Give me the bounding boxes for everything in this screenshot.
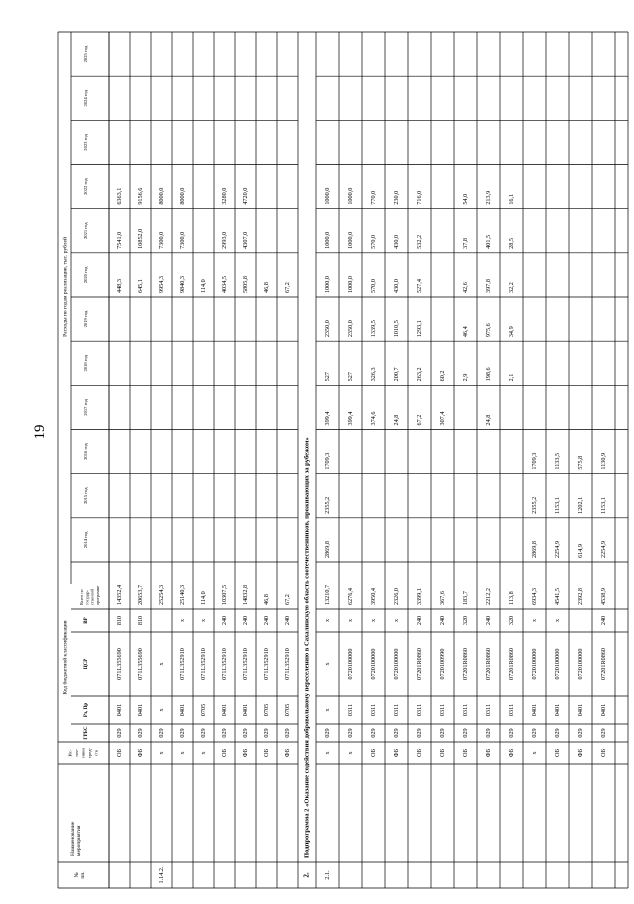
row-year-value: 2350,0 [323,320,331,338]
row-total: 2326,0 [392,587,400,605]
header-src: ств [93,749,99,757]
table-grid [58,32,628,888]
row-source: ФБ [136,748,144,758]
row-year-value: 527 [323,372,331,382]
row-year-value: 2,1 [507,373,515,382]
row-year-value: 34,9 [507,326,515,338]
header-grbs: ГРБС [84,726,90,740]
row-year-value: 16,1 [507,193,515,205]
row-vr: 240 [438,615,446,626]
row-year-value: 2355,2 [530,496,538,514]
row-total: 25140,3 [178,584,186,605]
row-year-value: 37,8 [461,238,469,249]
row-year-value: 1000,0 [323,187,331,205]
row-vr: х [178,618,186,623]
row-rzpr: 0705 [283,703,291,717]
row-year-value: 399,4 [323,411,331,426]
row-source: х [530,751,538,755]
row-grbs: 029 [461,728,469,738]
header-vr: ВР [84,617,90,624]
row-rzpr: 0311 [346,703,354,717]
row-year-value: 28,5 [507,238,515,249]
row-grbs: 029 [220,728,228,738]
header-year: 2016 год [83,443,89,460]
row-year-value: 67,2 [283,282,291,293]
row-year-value: 575,8 [576,455,584,470]
row-source: ФБ [241,748,249,758]
row-csr: х [157,662,165,666]
row-year-value: 114,0 [199,279,207,293]
section-number: 2. [302,872,311,878]
row-csr: 07201R0860 [484,648,492,680]
row-total: 20653,7 [136,584,144,605]
row-source: ОБ [438,748,446,758]
row-year-value: 1000,0 [346,275,354,293]
row-total: 67,2 [283,594,291,605]
row-csr: 07201R0860 [507,648,515,680]
row-rzpr: 0401 [115,703,123,717]
row-year-value: 716,0 [415,190,423,205]
row-year-value: 54,0 [461,193,469,205]
row-year-value: 7300,0 [157,231,165,249]
row-rzpr: 0401 [136,703,144,717]
row-year-value: 1709,3 [530,452,538,470]
row-grbs: 029 [199,728,207,738]
row-grbs: 029 [323,728,331,738]
row-grbs: 029 [530,728,538,738]
row-year-value: 1000,0 [346,231,354,249]
header-total: государ- [84,590,90,605]
row-source: ОБ [415,748,423,758]
header-year: 2020 год [83,266,89,284]
row-year-value: 4307,0 [241,231,249,249]
row-grbs: 029 [346,728,354,738]
row-grbs: 029 [599,728,607,738]
header-year: 2015 год [83,487,89,505]
row-csr: 0720100000 [369,648,377,680]
row-year-value: 5805,8 [241,275,249,293]
row-total: 3950,4 [369,587,377,605]
row-year-value: 1153,1 [553,497,561,514]
row-year-value: 570,0 [369,234,377,249]
row-rzpr: 0401 [599,703,607,717]
row-total: 367,6 [438,591,446,605]
row-vr: 810 [136,615,144,626]
row-year-value: 7541,0 [115,231,123,249]
header-year: 2021 год [83,222,89,240]
header-year: 2018 год [83,354,89,372]
row-vr: 240 [262,615,270,626]
row-year-value: 24,8 [484,414,492,426]
row-year-value: 230,0 [392,190,400,205]
row-source: ФБ [283,748,291,758]
row-vr: 240 [415,615,423,626]
row-grbs: 029 [553,728,561,738]
row-number: 2.1. [323,870,331,880]
row-csr: 071L352910 [262,648,270,680]
row-rzpr: 0311 [392,703,400,717]
row-grbs: 029 [415,728,423,738]
row-total: 25254,3 [157,584,165,605]
row-year-value: 46,4 [461,326,469,338]
row-csr: 0720100000 [392,648,400,680]
row-year-value: 2,9 [461,373,469,382]
row-total: 6934,3 [530,587,538,605]
header-kbk: Код бюджетной классификации [62,620,69,695]
row-total: 113,8 [507,591,515,605]
row-rzpr: х [157,708,165,712]
header-year: 2025 год [83,45,89,63]
row-year-value: 2869,8 [530,540,538,558]
row-source: х [346,751,354,755]
row-source: х [178,751,186,755]
row-source: ОБ [553,748,561,758]
header-src: сред- [87,747,93,759]
row-year-value: 307,4 [438,411,446,426]
row-year-value: 1709,3 [323,452,331,470]
row-total: 14832,8 [241,584,249,605]
row-total: 183,7 [461,591,469,605]
row-year-value: 430,0 [392,234,400,249]
row-total: 10307,5 [220,584,228,605]
row-year-value: 2869,8 [323,540,331,558]
row-vr: 810 [115,615,123,626]
row-total: 4538,9 [599,587,607,605]
row-vr: х [199,618,207,623]
row-year-value: 2254,9 [599,540,607,558]
row-grbs: 029 [507,728,515,738]
row-year-value: 326,3 [369,367,377,382]
header-year: 2017 год [83,399,89,416]
header-year: 2023 год [83,134,89,151]
header-src: ники [80,748,86,758]
row-source: ФБ [507,748,515,758]
row-year-value: 198,6 [484,367,492,382]
row-year-value: 32,2 [507,282,515,293]
header-name: мероприятия [75,825,82,856]
row-year-value: 1000,0 [346,187,354,205]
row-source: ОБ [262,748,270,758]
row-year-value: 7300,0 [178,231,186,249]
row-year-value: 397,8 [484,279,492,293]
row-grbs: 029 [283,728,291,738]
row-rzpr: 0705 [262,703,270,717]
row-year-value: 2993,0 [220,231,228,249]
row-year-value: 527,4 [415,279,423,293]
row-total: 14352,4 [115,584,123,605]
row-year-value: 8000,0 [178,187,186,205]
row-vr: х [530,618,538,623]
row-year-value: 1339,5 [369,320,377,338]
header-total: ственной [89,588,95,605]
header-year: 2019 год [83,310,89,328]
row-year-value: 213,9 [484,190,492,205]
row-rzpr: 0311 [369,703,377,717]
row-year-value: 399,4 [346,411,354,426]
header-expenses: Расходы по годам реализации, тыс. рублей [62,237,69,337]
header-num: пп. [79,871,86,879]
header-src: точ- [74,749,80,757]
row-year-value: 42,6 [461,282,469,293]
row-vr: 240 [220,615,228,626]
row-rzpr: 0401 [576,703,584,717]
row-rzpr: 0311 [507,703,515,717]
header-year: 2022 год [83,178,89,195]
row-source: х [199,751,207,755]
section-title: Подпрограмма 2 «Оказание содействия добровольному переселению в Сахалинскую область соотечественников, проживающих за рубежом» [303,437,311,858]
row-source: ОБ [369,748,377,758]
row-year-value: 6363,1 [115,187,123,205]
row-grbs: 029 [241,728,249,738]
row-vr: 240 [283,615,291,626]
row-csr: 07201R0860 [415,648,423,680]
row-rzpr: 0311 [461,703,469,717]
row-number: 1.14.2. [157,866,165,884]
row-total: 2212,2 [484,587,492,605]
row-csr: 07201R0860 [461,648,469,680]
row-year-value: 9840,3 [178,275,186,293]
row-source: ОБ [220,748,228,758]
row-rzpr: 0311 [415,703,423,717]
header-total: Всего по [79,589,85,605]
row-year-value: 645,1 [136,279,144,293]
row-year-value: 374,6 [369,411,377,426]
row-rzpr: 0705 [199,703,207,717]
row-csr: 0720100000 [530,648,538,680]
row-rzpr: 0311 [438,703,446,717]
row-source: ФБ [576,748,584,758]
row-year-value: 24,8 [392,414,400,426]
row-rzpr: 0401 [178,703,186,717]
row-grbs: 029 [438,728,446,738]
header-src: Ис- [67,749,73,757]
page-number: 19 [32,424,48,440]
row-csr: 0720100000 [576,648,584,680]
row-year-value: 2355,2 [323,496,331,514]
row-csr: 0720100990 [438,648,446,680]
row-vr: х [323,618,331,623]
row-grbs: 029 [115,728,123,738]
row-year-value: 532,2 [415,234,423,249]
row-year-value: 67,2 [415,414,423,426]
row-year-value: 1010,5 [392,320,400,338]
row-year-value: 3280,0 [220,187,228,205]
row-csr: 0720100000 [553,648,561,680]
row-rzpr: х [323,708,331,712]
row-rzpr: 0401 [220,703,228,717]
header-rzpr: Рз, Пр [84,702,90,718]
row-vr: 320 [507,615,515,626]
row-grbs: 029 [369,728,377,738]
row-year-value: 10852,0 [136,228,144,249]
row-rzpr: 0311 [484,703,492,717]
row-year-value: 9954,3 [157,275,165,293]
row-vr: 320 [461,615,469,626]
row-rzpr: 0401 [553,703,561,717]
header-year: 2014 год [83,531,89,549]
row-source: ОБ [115,748,123,758]
row-year-value: 2254,9 [553,540,561,558]
row-year-value: 614,9 [576,544,584,558]
row-grbs: 029 [178,728,186,738]
row-year-value: 263,2 [415,367,423,382]
row-grbs: 029 [157,728,165,738]
header-year: 2024 год [83,89,89,107]
row-source: ОБ [461,748,469,758]
row-year-value: 448,3 [115,279,123,293]
row-vr: х [553,618,561,623]
row-vr: х [392,618,400,623]
header-total: программе [94,585,100,605]
row-rzpr: 0401 [241,703,249,717]
row-year-value: 46,8 [262,282,270,293]
row-year-value: 570,0 [369,279,377,293]
row-year-value: 1153,1 [599,497,607,514]
row-year-value: 60,2 [438,370,446,382]
row-source: ФБ [484,748,492,758]
row-year-value: 975,6 [484,323,492,338]
row-source: ОБ [599,748,607,758]
row-year-value: 1000,0 [323,231,331,249]
row-csr: 071L355690 [115,648,123,680]
row-year-value: 2350,0 [346,320,354,338]
row-csr: 071L352910 [199,648,207,680]
row-total: 114,0 [199,591,207,605]
row-total: 4541,5 [553,587,561,605]
row-csr: 07201R0860 [599,648,607,680]
row-csr: 0720100000 [346,648,354,680]
row-total: 13210,7 [323,584,331,605]
row-year-value: 770,0 [369,190,377,205]
row-year-value: 1202,1 [576,496,584,514]
row-vr: 240 [484,615,492,626]
row-csr: 071L352910 [283,648,291,680]
row-csr: 071L352910 [241,648,249,680]
row-source: х [157,751,165,755]
row-grbs: 029 [576,728,584,738]
row-grbs: 029 [392,728,400,738]
row-csr: х [323,662,331,666]
row-rzpr: 0401 [530,703,538,717]
row-year-value: 527 [346,372,354,382]
row-year-value: 1133,5 [553,452,561,470]
row-grbs: 029 [136,728,144,738]
row-year-value: 9156,6 [136,187,144,205]
row-grbs: 029 [262,728,270,738]
row-vr: 240 [599,615,607,626]
header-num: № [73,872,80,878]
row-year-value: 8000,0 [157,187,165,205]
row-year-value: 1293,1 [415,320,423,338]
row-year-value: 4720,0 [241,187,249,205]
row-year-value: 1130,9 [599,452,607,470]
table-content [61,45,607,883]
header-name: Наименование [69,821,76,856]
row-csr: 071L355690 [136,648,144,680]
row-csr: 071L352910 [178,648,186,680]
row-vr: х [369,618,377,623]
row-vr: х [346,618,354,623]
row-total: 3399,1 [415,587,423,605]
row-total: 6276,4 [346,587,354,605]
row-total: 2392,8 [576,587,584,605]
row-year-value: 430,0 [392,279,400,293]
row-source: х [323,751,331,755]
row-vr: 240 [241,615,249,626]
row-grbs: 029 [484,728,492,738]
row-csr: 071L352910 [220,648,228,680]
row-year-value: 401,5 [484,234,492,249]
header-csr: ЦСР [84,658,90,670]
row-year-value: 200,7 [392,367,400,382]
row-source: ФБ [392,748,400,758]
row-year-value: 1000,0 [323,275,331,293]
row-total: 46,8 [262,594,270,605]
row-year-value: 4034,5 [220,275,228,293]
